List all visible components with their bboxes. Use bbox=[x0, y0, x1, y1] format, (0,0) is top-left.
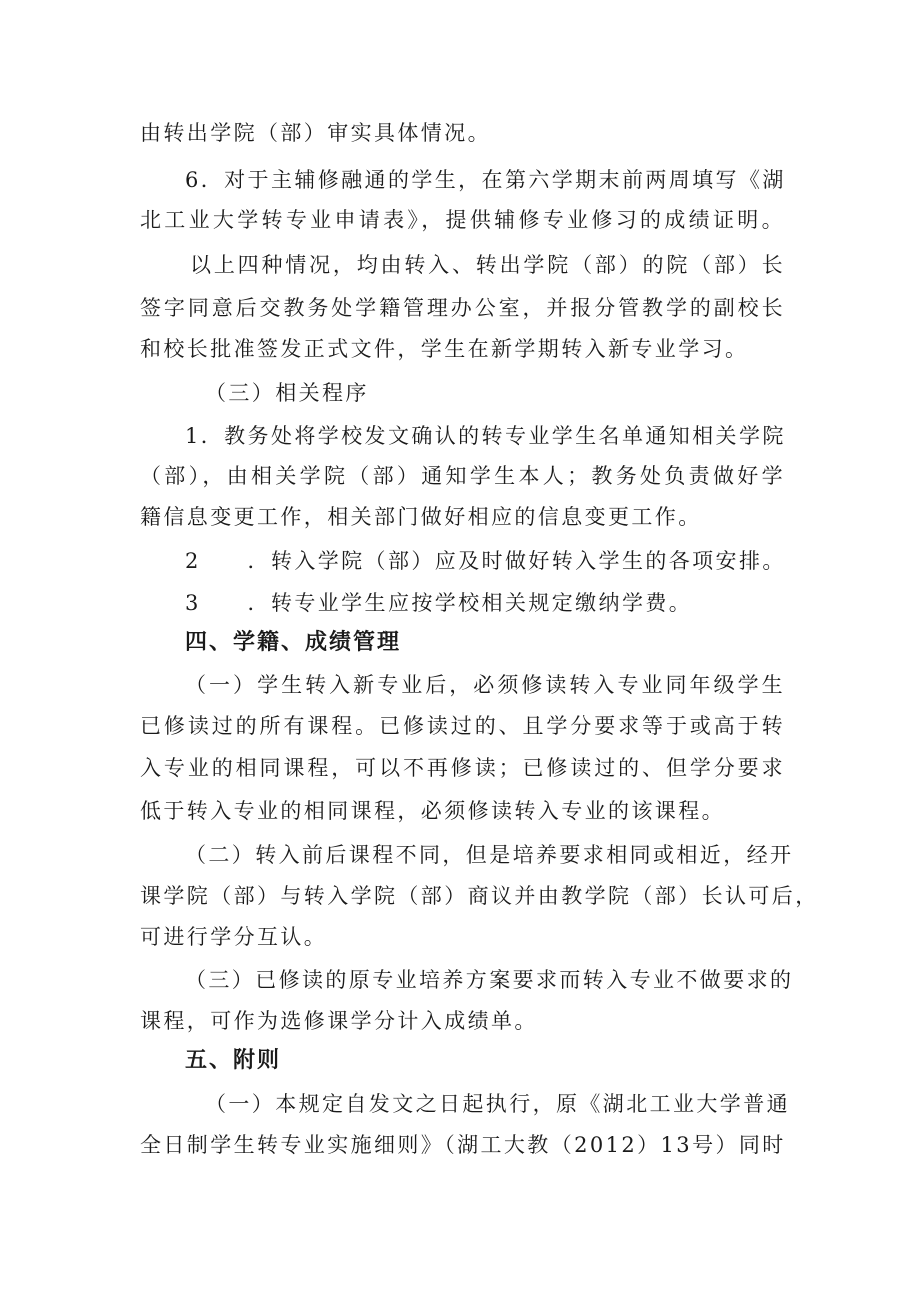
paragraph-line: 可进行学分互认。 bbox=[140, 925, 328, 949]
section-subheading: （三）相关程序 bbox=[205, 381, 369, 405]
paragraph-line: （一）本规定自发文之日起执行，原《湖北工业大学普通 bbox=[205, 1092, 790, 1116]
paragraph-line: 已修读过的所有课程。已修读过的、且学分要求等于或高于转 bbox=[140, 714, 785, 738]
paragraph-line: （一）学生转入新专业后，必须修读转入专业同年级学生 bbox=[185, 673, 785, 697]
paragraph-line: 和校长批准签发正式文件，学生在新学期转入新专业学习。 bbox=[140, 337, 749, 361]
paragraph-line: 签字同意后交教务处学籍管理办公室，并报分管教学的副校长 bbox=[140, 296, 785, 320]
paragraph-line: 课学院（部）与转入学院（部）商议并由教学院（部）长认可后， bbox=[140, 884, 819, 908]
section-heading: 五、附则 bbox=[185, 1048, 282, 1073]
paragraph-line: 低于转入专业的相同课程，必须修读转入专业的该课程。 bbox=[140, 799, 725, 823]
paragraph-line: 1．教务处将学校发文确认的转专业学生名单通知相关学院 bbox=[185, 424, 786, 448]
paragraph-line: （三）已修读的原专业培养方案要求而转入专业不做要求的 bbox=[185, 968, 794, 992]
paragraph-line: 入专业的相同课程，可以不再修读；已修读过的、但学分要求 bbox=[140, 756, 785, 780]
paragraph-line: 以上四种情况，均由转入、转出学院（部）的院（部）长 bbox=[190, 253, 785, 277]
paragraph-line: 6．对于主辅修融通的学生，在第六学期末前两周填写《湖 bbox=[185, 168, 786, 192]
paragraph-line: （部），由相关学院（部）通知学生本人；教务处负责做好学 bbox=[140, 464, 785, 488]
paragraph-line: 2 ．转入学院（部）应及时做好转入学生的各项安排。 bbox=[185, 549, 786, 573]
paragraph-line: 3 ．转专业学生应按学校相关规定缴纳学费。 bbox=[185, 591, 693, 615]
paragraph-line: 北工业大学转专业申请表》，提供辅修专业修习的成绩证明。 bbox=[140, 208, 785, 232]
paragraph-line: 由转出学院（部）审实具体情况。 bbox=[140, 121, 491, 145]
section-heading: 四、学籍、成绩管理 bbox=[185, 630, 402, 655]
paragraph-line: 课程，可作为选修课学分计入成绩单。 bbox=[140, 1009, 538, 1033]
paragraph-line: （二）转入前后课程不同，但是培养要求相同或相近，经开 bbox=[185, 843, 794, 867]
paragraph-line: 籍信息变更工作，相关部门做好相应的信息变更工作。 bbox=[140, 505, 702, 529]
paragraph-line: 全日制学生转专业实施细则》（湖工大教（2012）13号）同时 bbox=[140, 1133, 786, 1157]
